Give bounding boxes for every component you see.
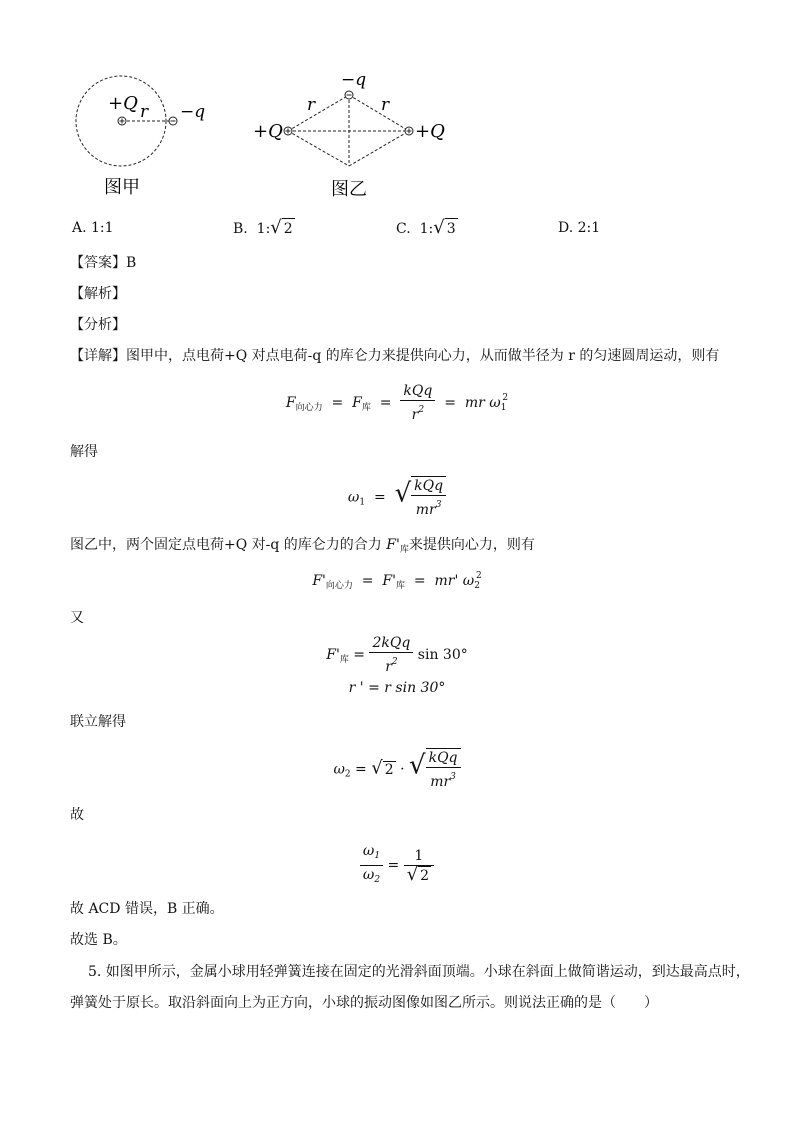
label-left-plus-Q: +Q [253,121,283,142]
caption-jia: 图甲 [104,177,140,198]
caption-yi: 图乙 [331,179,367,200]
paragraph-you: 又 [70,610,84,626]
figure-jia [60,60,206,210]
label-top-minus-q: −q [341,70,367,90]
question-5-line1: 5. 如图甲所示，金属小球用轻弹簧连接在固定的光滑斜面顶端。小球在斜面上做简谐运动，到达最高点时， [88,964,750,980]
equation-1: $F_{向心力} = F_库$ = $\frac{\text{kQq}}{r^2}$ = mr $\omega_1^2$ [285,383,509,423]
option-a: A. 1:1 [72,220,114,236]
equation-4: $F'_库$ = $\frac{\text{2kQq}}{r^2}$ sin 30° [326,635,468,675]
paragraph-final: 故选 B。 [70,932,127,948]
paragraph-conclusion: 故 ACD 错误，B 正确。 [70,901,224,917]
equation-7: $\frac{\omega_1}{\omega_2}$ = $\frac{1}{√ 2}$ [0,842,794,889]
figure-yi [245,65,455,215]
option-c: C. 1:√ 3 [396,217,456,238]
heading-fenxi: 【分析】 [70,317,126,333]
answer-line: 【答案】B [70,255,137,271]
equation-5: r ' = r sin 30° [348,680,446,696]
paragraph-jiede: 解得 [70,444,98,460]
paragraph-yi: 图乙中，两个固定点电荷+Q 对-q 的库仑力的合力 $F'_库$来提供向心力，则有 [70,537,535,555]
option-d: D. 2:1 [558,220,601,236]
label-r-left: r [307,95,316,115]
equation-3: $F'_{向心力} = F'_库 = mr'$ $\omega_2^2$ [312,571,482,591]
paragraph-lianli: 联立解得 [70,714,126,730]
heading-analysis: 【解析】 [70,286,126,302]
label-r: r [140,102,149,122]
label-minus-q: −q [180,102,206,122]
option-b: B. 1:√ 2 [233,217,293,238]
paragraph-gu: 故 [70,807,84,823]
label-r-right: r [381,95,390,115]
label-right-plus-Q: +Q [415,121,445,142]
label-plus-Q: +Q [108,93,138,114]
equation-6: $\omega_2$ = √ 2 · √ $\frac{\text{kQq}}{mr^3}$ [0,748,794,791]
paragraph-detail: 【详解】图甲中，点电荷+Q 对点电荷-q 的库仑力来提供向心力，从而做半径为 r 的匀速圆周运动，则有 [70,348,720,364]
equation-2: $\omega_1$ = √ $\frac{\text{kQq}}{mr^3}$ [0,476,794,519]
question-5-line2: 弹簧处于原长。取沿斜面向上为正方向，小球的振动图像如图乙所示。则说法正确的是（ ） [70,995,658,1011]
